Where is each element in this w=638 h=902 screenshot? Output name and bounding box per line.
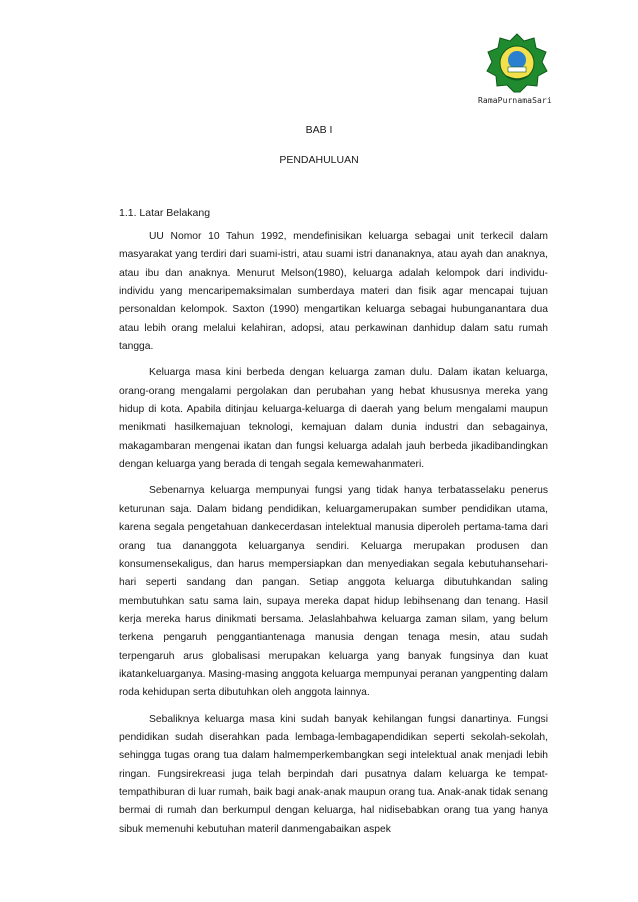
paragraph: Sebenarnya keluarga mempunyai fungsi yang tidak hanya terbatasselaku penerus keturunan saja. Dalam bidang pendidikan, keluargamerupakan sumber pendidikan utama, karena segala pengetahuan dankecerdasan intelektual manusia diperoleh pertama-tama dari orang tua dananggota keluarganya sendiri. Keluarga merupakan produsen dan konsumensekaligus, dan harus mempersiapkan dan menyediakan segala kebutuhansehari-hari seperti sandang dan pangan. Setiap anggota keluarga dibutuhkandan saling membutuhkan satu sama lain, supaya mereka dapat hidup lebihsenang dan tenang. Hasil kerja mereka harus dinikmati bersama. Jelaslahbahwa keluarga zaman silam, yang belum terkena pengaruh penggantiantenaga manusia dengan tenaga mesin, atau sudah terpengaruh arus globalisasi merupakan keluarga yang banyak fungsinya dan kuat ikatankeluarganya. Masing-masing anggota keluarga mempunyai peranan yangpenting dalam roda kehidupan serta dibutuhkan oleh anggota lainnya. (119, 485, 548, 699)
kemenag-emblem-icon (484, 32, 550, 94)
paragraph: UU Nomor 10 Tahun 1992, mendefinisikan keluarga sebagai unit terkecil dalam masyarakat yang terdiri dari suami-istri, atau suami istri dananaknya, atau ayah dan anaknya, atau ibu dan anaknya. Menurut Melson(1980), keluarga adalah kelompok dari individu-individu yang mencaripemaksimalan sumberdaya materi dan fisik agar mencapai tujuan personaldan kelompok. Saxton (1990) mengartikan keluarga sebagai hubunganantara dua atau lebih orang melalui kelahiran, adopsi, atau perkawinan danhidup dalam satu rumah tangga. (119, 231, 548, 353)
chapter-number: BAB I (305, 124, 333, 136)
section-title: 1.1. Latar Belakang (119, 207, 211, 219)
paragraph: Keluarga masa kini berbeda dengan keluarga zaman dulu. Dalam ikatan keluarga, orang-orang mengalami pergolakan dan perubahan yang hebat khususnya mereka yang hidup di kota. Apabila ditinjau keluarga-keluarga di daerah yang belum mengalami maupun menikmati hasilkemajuan teknologi, kemajuan dalam dunia industri dan sebagainya, makagambaran mengenai ikatan dan fungsi keluarga adalah jauh berbeda jikadibandingkan dengan keluarga yang berada di tengah segala kemewahanmateri. (119, 367, 548, 471)
watermark-text: RamaPurnamaSari (478, 96, 552, 105)
paragraph: Sebaliknya keluarga masa kini sudah banyak kehilangan fungsi danartinya. Fungsi pendidikan sudah diserahkan pada lembaga-lembagapendidikan seperti sekolah-sekolah, sehingga tugas orang tua dalam halmemperkembangkan segi intelektual anak menjadi lebih ringan. Fungsirekreasi juga telah berpindah dari pusatnya dalam keluarga ke tempat-tempathiburan di luar rumah, baik bagi anak-anak maupun orang tua. Anak-anak tidak senang bermai di rumah dan berkumpul dengan keluarga, hal nidisebabkan orang tua yang hanya sibuk memenuhi kebutuhan materil danmengabaikan aspek (119, 713, 548, 835)
body-text (119, 228, 548, 847)
chapter-title: PENDAHULUAN (279, 154, 359, 166)
